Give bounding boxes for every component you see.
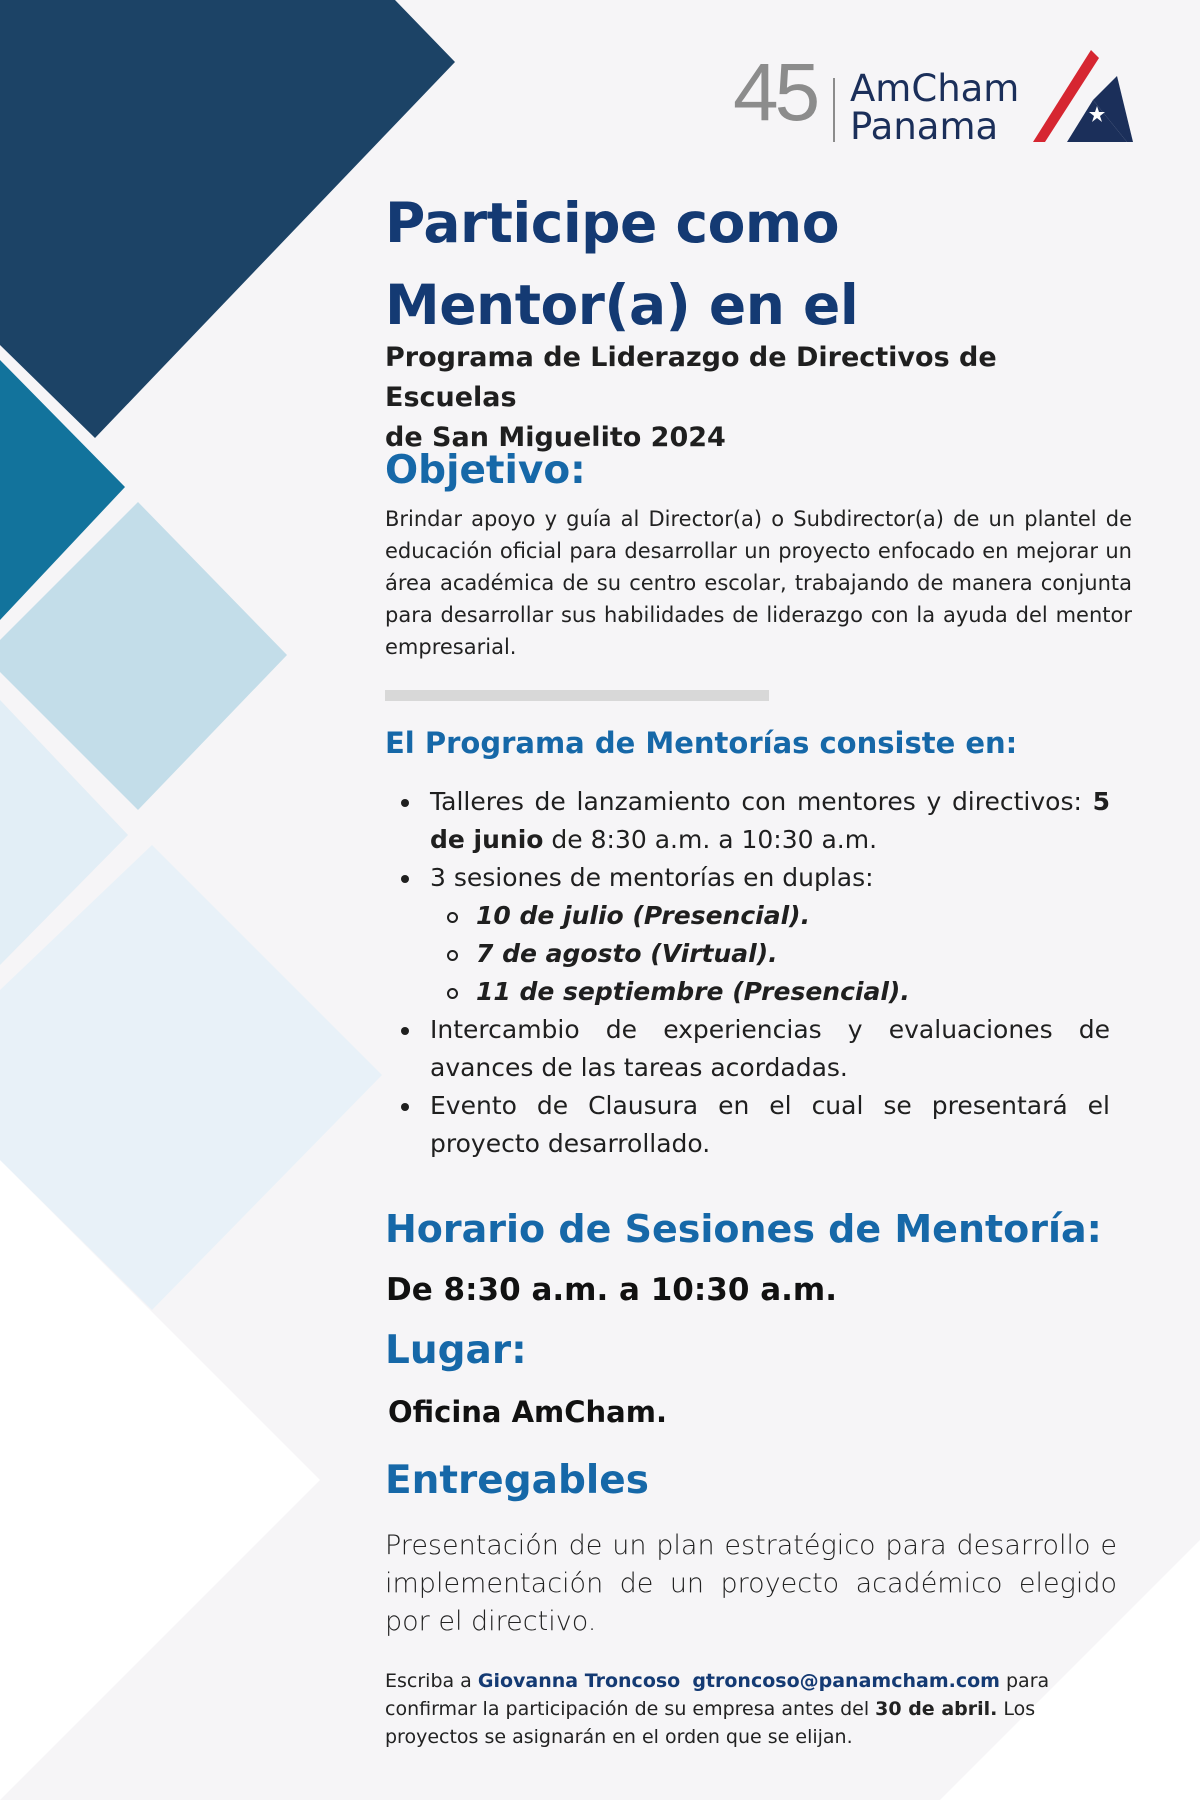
item1-date: 5 de junio — [430, 787, 1110, 854]
sessions-list — [430, 897, 1110, 1011]
item1-suffix: de 8:30 a.m. a 10:30 a.m. — [543, 825, 878, 854]
contact-email-link[interactable]: gtroncoso@panamcham.com — [692, 1670, 1000, 1692]
title-line1: Participe como — [385, 191, 839, 255]
session-item: 10 de julio (Presencial). — [476, 897, 1110, 935]
logo-divider — [833, 78, 835, 142]
contact-suffix: Los proyectos se asignarán en el orden que se elijan. — [385, 1698, 1036, 1748]
contact-name: Giovanna Troncoso — [477, 1670, 681, 1692]
list-item: Intercambio de experiencias y evaluaciones de avances de las tareas acordadas. — [430, 1011, 1110, 1087]
program-subtitle — [385, 338, 1125, 458]
contact-deadline: 30 de abril. — [875, 1698, 998, 1720]
lugar-heading: Lugar: — [385, 1328, 527, 1373]
session-item: 7 de agosto (Virtual). — [476, 935, 1110, 973]
horario-heading: Horario de Sesiones de Mentoría: — [385, 1207, 1102, 1251]
entregables-heading: Entregables — [385, 1458, 649, 1503]
amcham-logo — [733, 48, 1133, 148]
section-divider — [385, 690, 769, 701]
subtitle-line2: de San Miguelito 2024 — [385, 422, 726, 453]
objetivo-heading: Objetivo: — [385, 448, 586, 493]
list-item — [430, 783, 1110, 859]
session-item: 11 de septiembre (Presencial). — [476, 973, 1110, 1011]
item1-prefix: Talleres de lanzamiento con mentores y directivos: — [430, 787, 1093, 816]
entregables-text: Presentación de un plan estratégico para desarrollo e implementación de un proyecto académico elegido por el directivo. — [385, 1530, 1117, 1637]
objetivo-text: Brindar apoyo y guía al Director(a) o Subdirector(a) de un plantel de educación oficial para desarrollar un proyecto enfocado en mejorar un área académica de su centro escolar, trabajando de manera conjunta para desarrollar sus habilidades de liderazgo con la ayuda del mentor empresarial. — [385, 507, 1132, 659]
logo-wordmark — [850, 67, 1020, 148]
programa-list — [385, 783, 1110, 1163]
horario-text: De 8:30 a.m. a 10:30 a.m. — [386, 1272, 837, 1308]
logo-anniversary-number: 45 — [733, 47, 817, 138]
list-item — [430, 859, 1110, 1011]
lugar-text: Oficina AmCham. — [388, 1395, 667, 1429]
contact-mid: para confirmar la participación de su empresa antes del — [385, 1670, 1050, 1720]
item2-text: 3 sesiones de mentorías en duplas: — [430, 863, 874, 892]
subtitle-line1: Programa de Liderazgo de Directivos de Escuelas — [385, 342, 997, 413]
logo-flag-mark-icon — [1033, 50, 1133, 144]
page-title — [385, 182, 1105, 346]
programa-heading: El Programa de Mentorías consiste en: — [385, 726, 1018, 760]
logo-line2: Panama — [850, 105, 999, 148]
contact-note — [385, 1667, 1125, 1751]
title-line2: Mentor(a) en el — [385, 273, 859, 337]
list-item: Evento de Clausura en el cual se presentará el proyecto desarrollado. — [430, 1087, 1110, 1163]
contact-prefix: Escriba a — [385, 1670, 478, 1692]
logo-line1: AmCham — [850, 67, 1020, 110]
